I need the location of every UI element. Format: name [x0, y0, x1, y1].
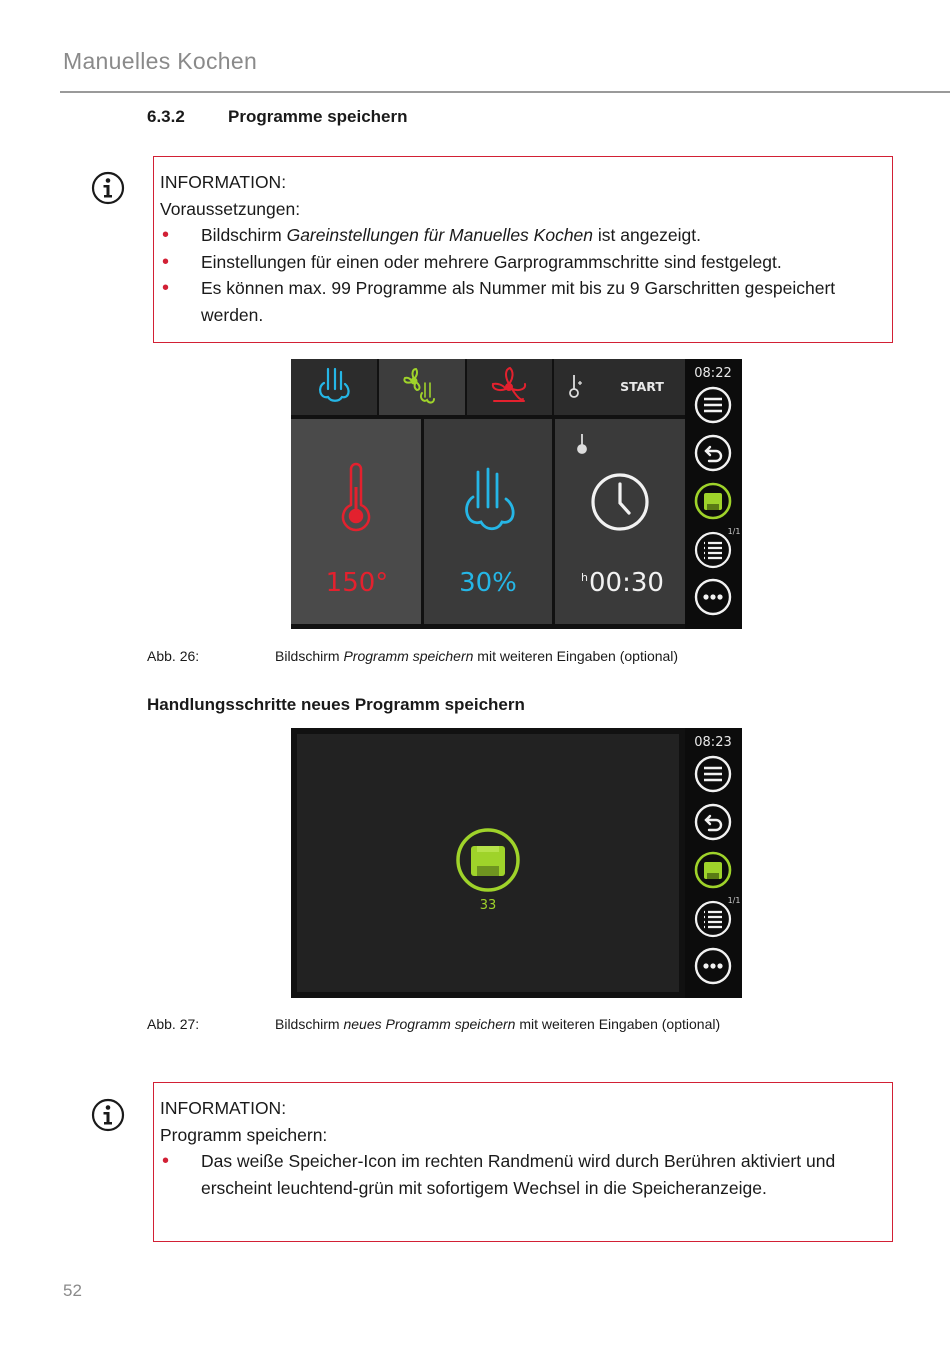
figure-caption-label: Abb. 27: [147, 1016, 200, 1032]
info-heading: INFORMATION: [160, 1098, 287, 1118]
humidity-value[interactable]: 30% [459, 568, 517, 598]
info-heading: INFORMATION: [160, 172, 287, 192]
caption-text: Bildschirm [275, 1016, 344, 1032]
page-header-title: Manuelles Kochen [63, 48, 258, 74]
caption-text: mit weiteren Eingaben (optional) [515, 1016, 721, 1032]
information-icon [91, 171, 125, 205]
timer-value[interactable]: 00:30 [589, 568, 664, 598]
caption-emphasis: neues Programm speichern [343, 1016, 516, 1032]
info-bullet: • Das weiße Speicher-Icon im rechten Randmenü wird durch Berühren aktiviert und erscheint leuchtend-grün mit sofortigem Wechsel in die Speicheranzeige. [160, 1148, 886, 1201]
bullet-text: Bildschirm [201, 225, 287, 245]
page-indicator: 1/1 [727, 527, 741, 536]
info-subheading: Voraussetzungen: [160, 198, 301, 219]
page-number: 52 [63, 1281, 82, 1300]
figure-caption-text [275, 648, 678, 664]
start-label[interactable]: START [620, 379, 664, 394]
info-bullet [160, 222, 886, 249]
page-indicator: 1/1 [727, 896, 741, 905]
program-number: 33 [479, 898, 497, 913]
information-box-save [153, 1082, 893, 1242]
information-box-prerequisites [153, 156, 893, 343]
temperature-value[interactable]: 150° [325, 568, 389, 598]
info-bullet: • Es können max. 99 Programme als Nummer mit bis zu 9 Garschritten gespeichert werden. [160, 275, 886, 328]
caption-text: Bildschirm [275, 648, 344, 664]
screen-new-program-save [291, 728, 742, 998]
bullet-text: ist angezeigt. [593, 225, 702, 245]
timer-unit: h [581, 571, 588, 584]
figure-caption-label: Abb. 26: [147, 648, 200, 664]
information-icon [91, 1098, 125, 1132]
clock-time: 08:22 [694, 366, 732, 381]
section-title: Programme speichern [228, 107, 408, 126]
bullet-emphasis: Gareinstellungen für Manuelles Kochen [286, 225, 594, 245]
caption-emphasis: Programm speichern [343, 648, 474, 664]
header-divider [60, 91, 950, 93]
figure-caption-text [275, 1016, 720, 1032]
section-number: 6.3.2 [147, 107, 185, 126]
info-subheading: Programm speichern: [160, 1124, 328, 1145]
screen-program-save [291, 359, 742, 629]
procedure-heading: Handlungsschritte neues Programm speichern [147, 695, 525, 714]
info-bullet: • Einstellungen für einen oder mehrere Garprogrammschritte sind festgelegt. [160, 249, 886, 276]
clock-time: 08:23 [694, 735, 732, 750]
caption-text: mit weiteren Eingaben (optional) [473, 648, 679, 664]
